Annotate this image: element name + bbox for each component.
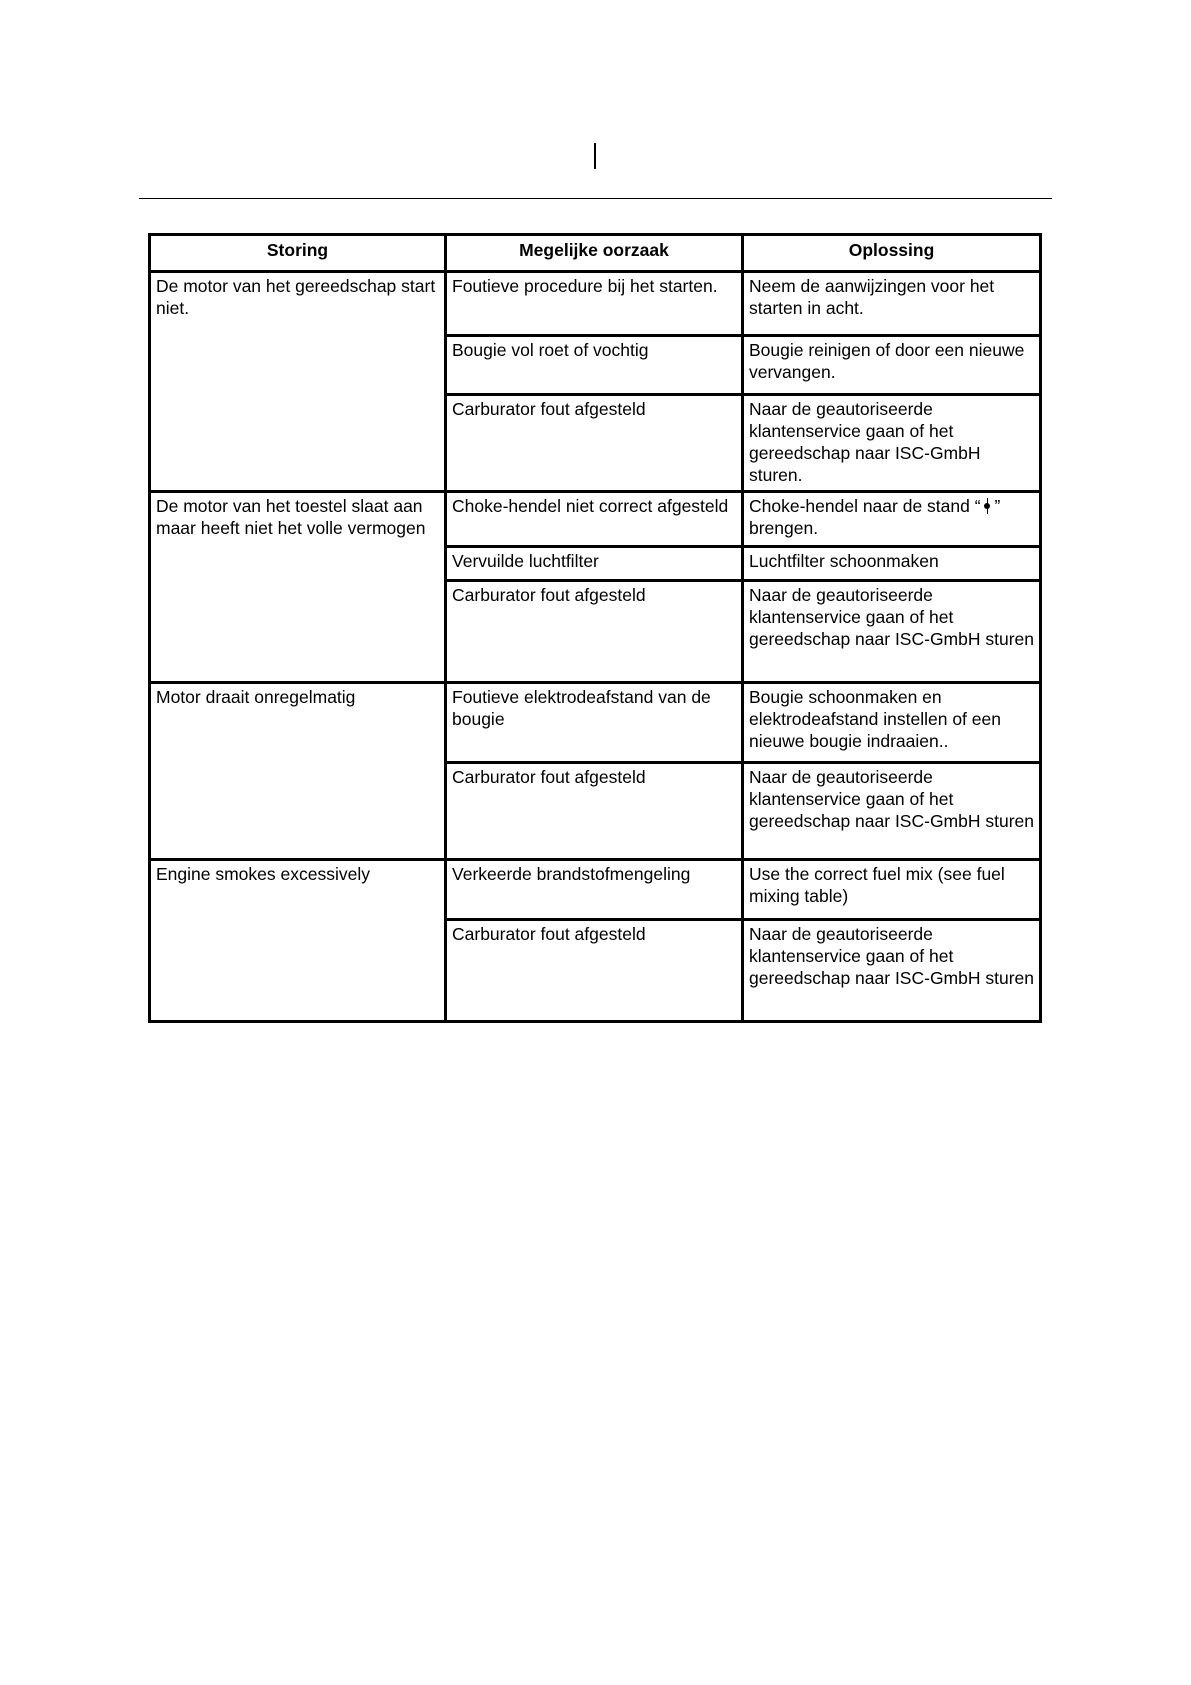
oplossing-text-post: ” brengen. <box>749 496 1001 538</box>
table-header-row <box>150 235 1041 272</box>
oorzaak-cell: Choke-hendel niet correct afgesteld <box>446 492 743 547</box>
oorzaak-cell: Carburator fout afgesteld <box>446 395 743 492</box>
oorzaak-cell: Bougie vol roet of vochtig <box>446 336 743 395</box>
oplossing-cell: Naar de geautoriseerde klantenservice gaan of het gereedschap naar ISC-GmbH sturen. <box>743 395 1041 492</box>
choke-stand-icon <box>984 498 992 514</box>
table-row <box>150 860 1041 920</box>
header-storing: Storing <box>150 235 446 272</box>
oorzaak-cell: Carburator fout afgesteld <box>446 581 743 683</box>
oplossing-cell <box>743 492 1041 547</box>
header-rule <box>139 198 1052 199</box>
oplossing-text-pre: Choke-hendel naar de stand “ <box>749 496 981 516</box>
oplossing-cell: Naar de geautoriseerde klantenservice gaan of het gereedschap naar ISC-GmbH sturen <box>743 763 1041 860</box>
table-row <box>150 492 1041 547</box>
storing-cell: Engine smokes excessively <box>150 860 446 1022</box>
oplossing-cell: Naar de geautoriseerde klantenservice gaan of het gereedschap naar ISC-GmbH sturen <box>743 581 1041 683</box>
oorzaak-cell: Vervuilde luchtfilter <box>446 547 743 581</box>
header-oplossing: Oplossing <box>743 235 1041 272</box>
storing-cell: De motor van het gereedschap start niet. <box>150 272 446 492</box>
oorzaak-cell: Carburator fout afgesteld <box>446 763 743 860</box>
oplossing-cell: Naar de geautoriseerde klantenservice gaan of het gereedschap naar ISC-GmbH sturen <box>743 920 1041 1022</box>
troubleshooting-table <box>148 233 1042 1023</box>
oorzaak-cell: Verkeerde brandstofmengeling <box>446 860 743 920</box>
header-oorzaak: Megelijke oorzaak <box>446 235 743 272</box>
table-row <box>150 683 1041 763</box>
oorzaak-cell: Foutieve procedure bij het starten. <box>446 272 743 336</box>
page-marker-line <box>594 143 596 169</box>
oplossing-cell: Bougie schoonmaken en elektrodeafstand instellen of een nieuwe bougie indraaien.. <box>743 683 1041 763</box>
oorzaak-cell: Foutieve elektrodeafstand van de bougie <box>446 683 743 763</box>
oplossing-cell: Use the correct fuel mix (see fuel mixing table) <box>743 860 1041 920</box>
oplossing-cell: Bougie reinigen of door een nieuwe vervangen. <box>743 336 1041 395</box>
oplossing-cell: Neem de aanwijzingen voor het starten in acht. <box>743 272 1041 336</box>
oplossing-cell: Luchtfilter schoonmaken <box>743 547 1041 581</box>
storing-cell: De motor van het toestel slaat aan maar heeft niet het volle vermogen <box>150 492 446 683</box>
oorzaak-cell: Carburator fout afgesteld <box>446 920 743 1022</box>
storing-cell: Motor draait onregelmatig <box>150 683 446 860</box>
table-row <box>150 272 1041 336</box>
